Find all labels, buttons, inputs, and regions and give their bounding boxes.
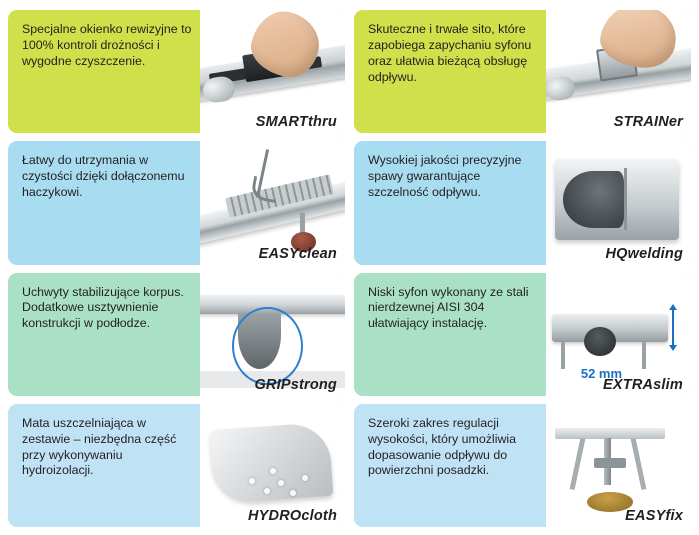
water-drop-shape [270,468,276,474]
sealing-mat-shape [209,422,333,504]
brand-prefix: STRAIN [613,114,669,131]
water-drop-shape [264,488,270,494]
brand-prefix: HQ [605,245,628,262]
brand-suffix: welding [627,245,683,262]
feature-text [354,273,546,396]
feature-card-easyfix[interactable] [354,404,691,527]
feature-description: Specjalne okienko rewizyjne to 100% kontroli drożności i wygodne czyszczenie. [22,22,192,68]
feature-text [8,273,200,396]
feature-description: Skuteczne i trwałe sito, które zapobiega zapychaniu syfonu oraz ułatwia bieżącą obsługę odpływu. [368,22,532,84]
feature-card-strainer[interactable] [354,10,691,133]
brand-suffix: slim [653,376,683,393]
weld-seam-shape [624,168,627,230]
brand-suffix: thru [308,114,337,131]
brand-prefix: GRIP [254,376,291,393]
height-callout: 52 mm [580,365,623,381]
brand-prefix: EASY [625,508,666,524]
feature-description: Wysokiej jakości precyzyjne spawy gwarantujące szczelność odpływu. [368,153,522,199]
feature-text [8,141,200,264]
outlet-opening-shape [563,171,624,228]
brand-label-extraslim [603,377,683,393]
feature-card-extraslim[interactable] [354,273,691,396]
brand-prefix: SMART [255,114,308,131]
support-leg-right-shape [642,342,646,369]
support-leg-left-shape [561,342,565,369]
feature-card-smartthru[interactable] [8,10,345,133]
feature-text [354,404,546,527]
brand-prefix: HYDRO [247,508,302,524]
feature-text [354,10,546,133]
brand-prefix: EXTRA [603,376,654,393]
feature-card-gripstrong[interactable] [8,273,345,396]
brand-suffix: clean [298,245,337,262]
feature-description: Szeroki zakres regulacji wysokości, który umożliwia dopasowanie odpływu do powierzchni posadzki. [368,415,517,478]
height-dimension-arrow-icon [672,309,674,346]
feature-card-hqwelding[interactable] [354,141,691,264]
trap-bowl-shape [584,327,616,357]
brand-prefix: EASY [258,245,299,262]
feature-description: Niski syfon wykonany ze stali nierdzewnej AISI 304 ułatwiający instalację. [368,284,529,331]
brand-suffix: strong [290,376,337,393]
brand-label-smartthru [256,114,337,130]
highlight-circle [232,307,303,385]
feature-card-easyclean[interactable] [8,141,345,264]
brand-suffix: fix [665,508,683,524]
brand-label-hqwelding [605,246,683,262]
brand-label-easyclean [259,246,337,262]
feature-description: Mata uszczelniająca w zestawie – niezbędna część przy wykonywaniu hydroizolacji. [22,415,177,478]
brand-suffix: er [668,114,683,131]
water-drop-shape [290,490,296,496]
feature-text [354,141,546,264]
feature-description: Uchwyty stabilizujące korpus. Dodatkowe usztywnienie konstrukcji w podłodze. [22,284,184,331]
brand-label-strainer [614,114,683,130]
feature-card-hydrocloth[interactable] [8,404,345,527]
brand-label-hydrocloth [248,508,337,524]
brand-suffix: cloth [301,508,337,524]
adjustment-nut-shape [594,458,626,468]
feature-text [8,404,200,527]
brand-label-easyfix [625,508,683,524]
feature-text [8,10,200,133]
feature-description: Łatwy do utrzymania w czystości dzięki dołączonemu haczykowi. [22,153,185,199]
brand-label-gripstrong [254,377,337,393]
water-drop-shape [302,475,308,481]
